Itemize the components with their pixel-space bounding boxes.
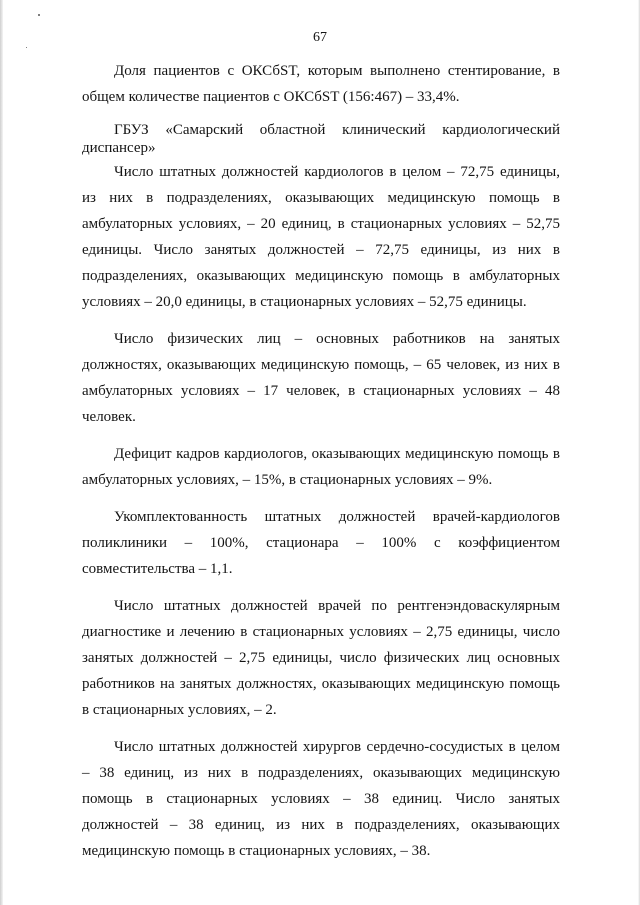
scan-speck bbox=[26, 47, 27, 48]
paragraph-physical-persons: Число физических лиц – основных работников на занятых должностях, оказывающих медицинскую помощь, – 65 человек, из них в амбулаторных условиях – 17 человек, в стационарных условиях – 48 человек. bbox=[82, 331, 560, 425]
page-number: 67 bbox=[313, 30, 327, 45]
paragraph-oks-stenting-share: Доля пациентов с ОКСбST, которым выполнено стентирование, в общем количестве пациентов с ОКСбST (156:467) – 33,4%. bbox=[82, 63, 560, 105]
paragraph-cardiologist-positions: Число штатных должностей кардиологов в целом – 72,75 единицы, из них в подразделениях, оказывающих медицинскую помощь в амбулаторных условиях, – 20 единиц, в стационарных условиях – 52,75 единицы. Число занятых должностей – 72,75 единицы, из них в подразделениях, оказывающих медицинскую помощь в амбулаторных условиях – 20,0 единицы, в стационарных условиях – 52,75 единицы. bbox=[82, 164, 560, 310]
paragraph-endovascular-positions: Число штатных должностей врачей по рентгенэндоваскулярным диагностике и лечению в стационарных условиях – 2,75 единицы, число занятых должностей – 2,75 единицы, число физических лиц основных работников на занятых должностях, оказывающих медицинскую помощь в стационарных условиях, – 2. bbox=[82, 598, 560, 718]
scan-speck bbox=[38, 14, 40, 16]
paragraph-staffing-level: Укомплектованность штатных должностей врачей-кардиологов поликлиники – 100%, стационара – 100% с коэффициентом совместительства – 1,1. bbox=[82, 509, 560, 577]
paragraph-institution-heading: ГБУЗ «Самарский областной клинический кардиологический диспансер» bbox=[82, 122, 560, 156]
paragraph-staff-deficit: Дефицит кадров кардиологов, оказывающих медицинскую помощь в амбулаторных условиях, – 15%, в стационарных условиях – 9%. bbox=[82, 446, 560, 488]
paragraph-cardiovascular-surgeons: Число штатных должностей хирургов сердечно-сосудистых в целом – 38 единиц, из них в подразделениях, оказывающих медицинскую помощь в стационарных условиях – 38 единиц. Число занятых должностей – 38 единиц, из них в подразделениях, оказывающих медицинскую помощь в стационарных условиях, – 38. bbox=[82, 739, 560, 859]
scan-edge-left bbox=[0, 0, 3, 905]
body-text bbox=[82, 58, 560, 875]
